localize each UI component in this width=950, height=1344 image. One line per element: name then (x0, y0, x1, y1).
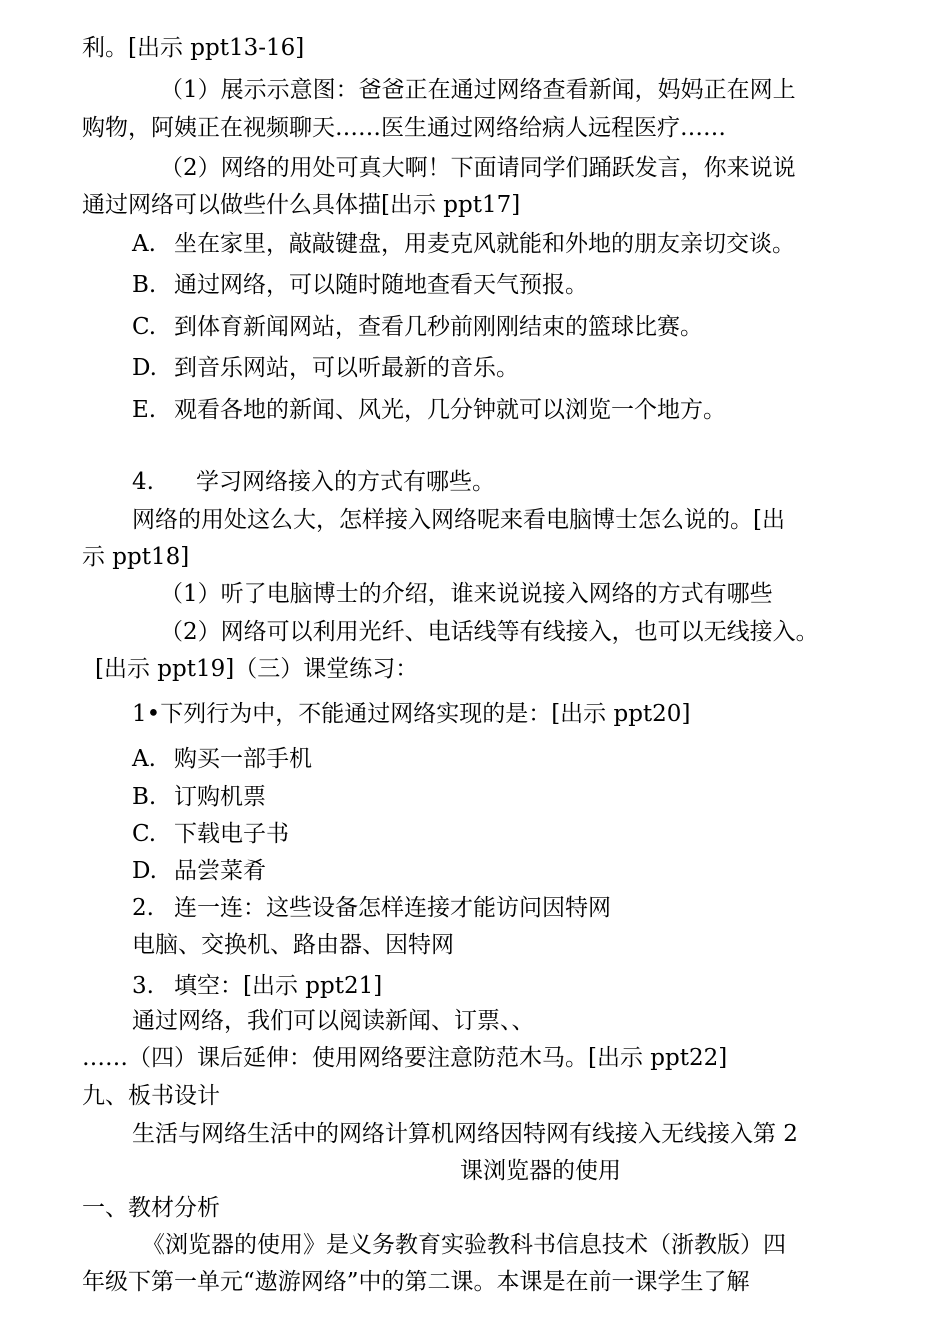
text-line: 课浏览器的使用 (460, 1158, 621, 1184)
text-line: 生活与网络生活中的网络计算机网络因特网有线接入无线接入第 2 (132, 1121, 798, 1147)
text-line: （1）听了电脑博士的介绍，谁来说说接入网络的方式有哪些 (160, 581, 773, 607)
section-heading: 4. 学习网络接入的方式有哪些。 (132, 469, 495, 495)
text-line: 通过网络，我们可以阅读新闻、订票、、 (132, 1008, 535, 1034)
option-item: A. 坐在家里，敲敲键盘，用麦克风就能和外地的朋友亲切交谈。 (132, 231, 795, 257)
option-item: C. 到体育新闻网站，查看几秒前刚刚结束的篮球比赛。 (132, 314, 703, 340)
option-item: D. 到音乐网站，可以听最新的音乐。 (132, 355, 519, 381)
text-line: 电脑、交换机、路由器、因特网 (132, 932, 454, 958)
text-line: 通过网络可以做些什么具体描[出示 ppt17] (82, 192, 521, 218)
option-item: B. 通过网络，可以随时随地查看天气预报。 (132, 272, 588, 298)
text-line: ……（四）课后延伸：使用网络要注意防范木马。[出示 ppt22] (82, 1045, 728, 1071)
text-line: （2）网络可以利用光纤、电话线等有线接入，也可以无线接入。 (160, 619, 819, 645)
section-heading: 一、教材分析 (82, 1195, 220, 1221)
option-item: C. 下载电子书 (132, 821, 289, 847)
text-line: 年级下第一单元“遨游网络”中的第二课。本课是在前一课学生了解 (82, 1269, 750, 1295)
text-line: （1）展示示意图：爸爸正在通过网络查看新闻，妈妈正在网上 (160, 77, 796, 103)
section-heading: 九、板书设计 (82, 1083, 220, 1109)
text-line: 购物，阿姨正在视频聊天……医生通过网络给病人远程医疗…… (82, 115, 726, 141)
question-3: 3. 填空：[出示 ppt21] (132, 973, 383, 999)
option-item: B. 订购机票 (132, 784, 266, 810)
option-item: D. 品尝菜肴 (132, 858, 266, 884)
option-item: A. 购买一部手机 (132, 746, 312, 772)
text-line: 示 ppt18] (82, 544, 190, 570)
option-item: E. 观看各地的新闻、风光，几分钟就可以浏览一个地方。 (132, 397, 726, 423)
question-2: 2. 连一连：这些设备怎样连接才能访问因特网 (132, 895, 611, 921)
text-line: 网络的用处这么大，怎样接入网络呢来看电脑博士怎么说的。[出 (132, 507, 785, 533)
question-1: 1•下列行为中，不能通过网络实现的是：[出示 ppt20] (132, 701, 691, 727)
text-line: [出示 ppt19]（三）课堂练习： (95, 656, 419, 682)
text-line: （2）网络的用处可真大啊！下面请同学们踊跃发言，你来说说 (160, 155, 796, 181)
text-line: 《浏览器的使用》是义务教育实验教科书信息技术（浙教版）四 (142, 1232, 786, 1258)
text-line: 利。[出示 ppt13-16] (82, 35, 305, 61)
